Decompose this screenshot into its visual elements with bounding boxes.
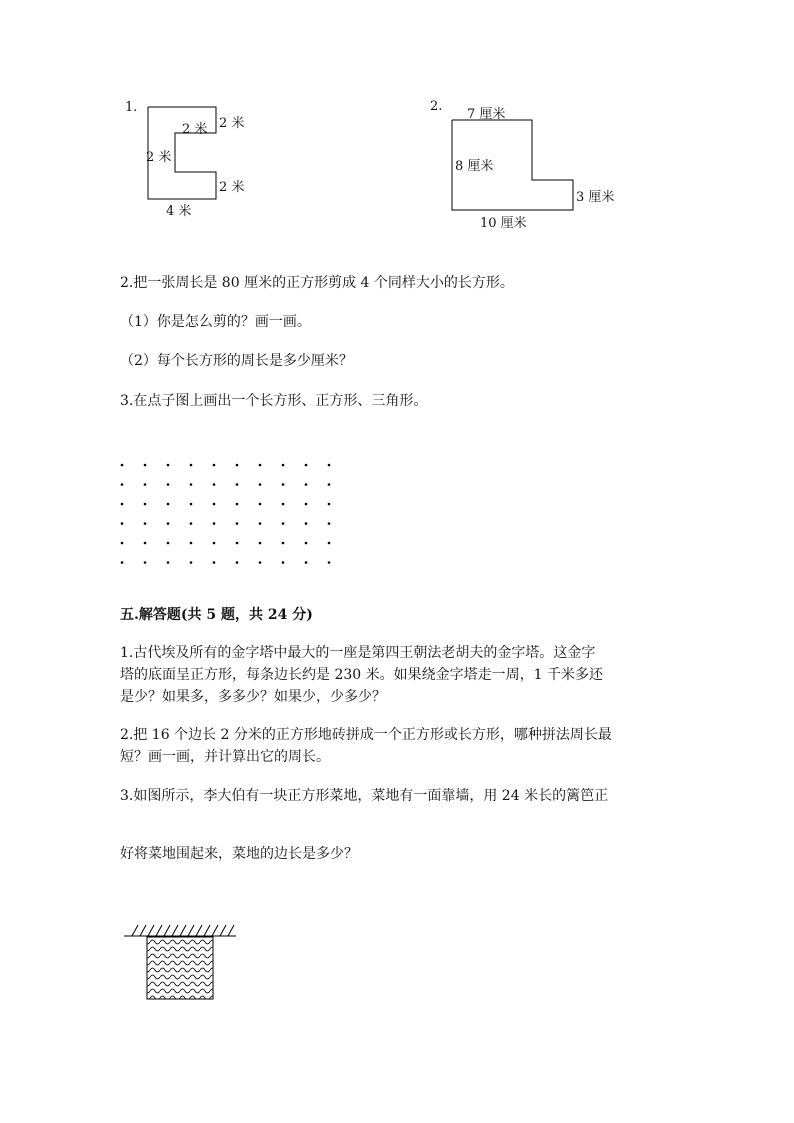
p5-question-2-line-1: 2.把 16 个边长 2 分米的正方形地砖拼成一个正方形或长方形，哪种拼法周长最	[120, 727, 612, 743]
wall-icon	[124, 925, 236, 936]
figure-2-label-left: 8 厘米	[455, 159, 494, 174]
p5-question-1-line-1: 1.古代埃及所有的金字塔中最大的一座是第四王朝法老胡夫的金字塔。这金字	[120, 645, 596, 661]
figure-1-label-notch-top: 2 米	[182, 122, 208, 137]
question-3-text: 3.在点子图上画出一个长方形、正方形、三角形。	[120, 393, 428, 409]
figure-2-label-right: 3 厘米	[576, 190, 615, 205]
figure-2-label-bottom: 10 厘米	[480, 216, 527, 231]
garden-square	[147, 937, 213, 999]
p5-question-3-line-2: 好将菜地围起来，菜地的边长是多少？	[120, 846, 358, 862]
figure-1-label-notch-side: 2 米	[146, 150, 172, 165]
p5-question-3-line-1: 3.如图所示，李大伯有一块正方形菜地，菜地有一面靠墙，用 24 米长的篱笆正	[120, 788, 609, 804]
question-2-text: 2.把一张周长是 80 厘米的正方形剪成 4 个同样大小的长方形。	[120, 275, 514, 291]
figure-1-label-top-right: 2 米	[219, 116, 245, 131]
p5-question-1-line-3: 是少？如果多，多多少？如果少，少多少？	[120, 689, 386, 705]
section-5-heading: 五.解答题(共 5 题，共 24 分)	[120, 607, 313, 623]
question-2-sub-1: （1）你是怎么剪的？画一画。	[120, 314, 311, 330]
figure-1-label-bottom: 4 米	[166, 204, 192, 219]
figure-2-label-top: 7 厘米	[467, 107, 506, 122]
p5-question-1-line-2: 塔的底面呈正方形，每条边长约是 230 米。如果绕金字塔走一周，1 千米多还	[120, 667, 603, 683]
figure-1-number: 1.	[125, 100, 138, 115]
figure-1-label-bottom-right: 2 米	[219, 180, 245, 195]
figure-2-number: 2.	[430, 99, 443, 114]
p5-question-2-line-2: 短？画一画，并计算出它的周长。	[120, 749, 330, 765]
question-2-sub-2: （2）每个长方形的周长是多少厘米？	[120, 353, 353, 369]
